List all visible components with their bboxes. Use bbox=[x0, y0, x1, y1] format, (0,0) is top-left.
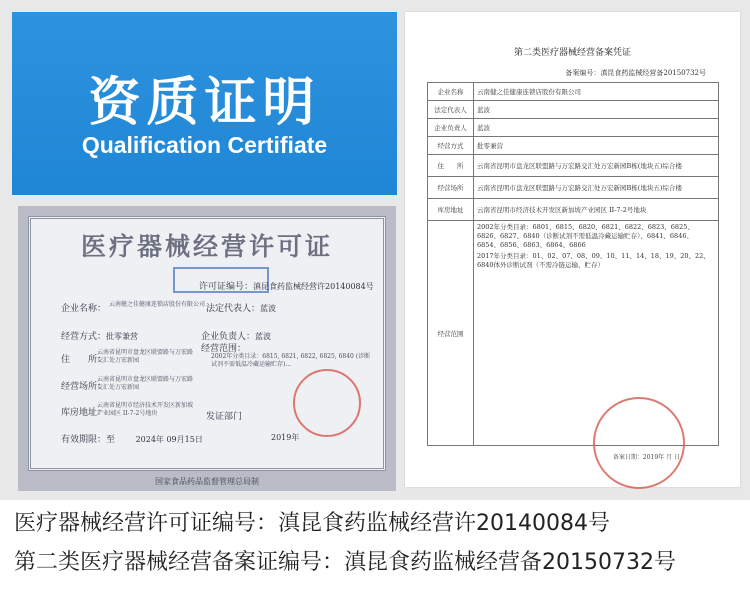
issue-date: 2019年 bbox=[271, 433, 300, 442]
red-official-seal bbox=[293, 369, 361, 437]
issuer-label: 发证部门 bbox=[206, 412, 243, 422]
filing-row-value: 云南省昆明市经济技术开发区新加坡产业园区 II-7-2号地块 bbox=[474, 199, 719, 221]
filing-certificate-image bbox=[405, 12, 740, 487]
filing-row-key: 经营场所 bbox=[428, 177, 474, 199]
filing-row-value: 云南省昆明市盘龙区联盟路与万宏路交汇处万宏新园B栋(地块五)综合楼 bbox=[474, 177, 719, 199]
filing-table-row bbox=[428, 83, 719, 101]
filing-record-number: 备案编号：滇昆食药监械经营备20150732号 bbox=[565, 69, 706, 77]
filing-scope-row bbox=[428, 221, 719, 446]
filing-title: 第二类医疗器械经营备案凭证 bbox=[513, 48, 631, 58]
banner-title: 资质证明 bbox=[88, 73, 321, 133]
warehouse-label: 库房地址： bbox=[61, 408, 107, 418]
filing-scope-key: 经营范围 bbox=[428, 221, 474, 446]
filing-row-value: 批零兼营 bbox=[474, 137, 719, 155]
filing-scope-line: 2017年分类目录：01、02、07、08、09、10、11、14、18、19、20、22、6840体外诊断试剂（不需冷链运输、贮存） bbox=[477, 252, 710, 269]
permit-number-row bbox=[199, 279, 374, 292]
legal-rep-row bbox=[206, 301, 276, 314]
filing-date: 备案日期：2019年 月 日 bbox=[612, 454, 680, 461]
medical-device-license-image bbox=[18, 206, 396, 491]
red-official-seal bbox=[593, 397, 685, 489]
address-label: 住 所： bbox=[61, 355, 107, 365]
filing-row-value: 蓝波 bbox=[474, 101, 719, 119]
license-footer: 国家食品药品监督管理总局制 bbox=[155, 477, 259, 486]
scope-label: 经营范围： bbox=[201, 344, 247, 354]
filing-row-key: 库房地址 bbox=[428, 199, 474, 221]
filing-row-value: 云南健之佳健康连锁店股份有限公司 bbox=[474, 83, 719, 101]
validity-row bbox=[61, 432, 203, 445]
filing-table-row bbox=[428, 101, 719, 119]
mode-value: 批零兼营 bbox=[106, 332, 139, 341]
license-title: 医疗器械经营许可证 bbox=[80, 232, 333, 261]
license-number-caption: 医疗器械经营许可证编号：滇昆食药监械经营许20140084号 bbox=[14, 511, 610, 536]
filing-table-row bbox=[428, 177, 719, 199]
person-value: 蓝波 bbox=[255, 332, 272, 341]
filing-number-caption: 第二类医疗器械经营备案证编号：滇昆食药监械经营备20150732号 bbox=[14, 550, 676, 575]
filing-scope-line: 2002年分类目录：6801、6815、6820、6821、6822、6823、6825、6826、6827、6840（诊断试剂不需低温冷藏运输贮存）、6841、6846、6854、6856、6863、6864、6866 bbox=[477, 223, 694, 249]
company-row bbox=[61, 301, 106, 314]
mode-label: 经营方式： bbox=[61, 332, 107, 342]
filing-table-row bbox=[428, 155, 719, 177]
scope-value: 2002年分类目录：6815, 6821, 6822, 6825, 6840 (诊断试剂不需低温冷藏运输贮存)... bbox=[211, 353, 371, 368]
filing-table bbox=[427, 82, 719, 446]
validity-value: 2024年 09月15日 bbox=[135, 435, 203, 444]
filing-row-key: 企业名称 bbox=[428, 83, 474, 101]
filing-row-key: 住 所 bbox=[428, 155, 474, 177]
mode-row bbox=[61, 329, 138, 342]
banner-subtitle: Qualification Certifiate bbox=[81, 132, 328, 158]
company-label: 企业名称： bbox=[61, 304, 107, 314]
validity-label: 有效期限：至 bbox=[61, 435, 116, 445]
filing-row-value: 蓝波 bbox=[474, 119, 719, 137]
premises-value: 云南省昆明市盘龙区联盟路与万宏路交汇处万宏新园 bbox=[97, 376, 194, 391]
person-label: 企业负责人： bbox=[201, 332, 256, 342]
filing-row-value: 云南省昆明市盘龙区联盟路与万宏路交汇处万宏新园B栋(地块五)综合楼 bbox=[474, 155, 719, 177]
filing-scope-value bbox=[474, 221, 719, 446]
filing-row-key: 法定代表人 bbox=[428, 101, 474, 119]
filing-row-key: 经营方式 bbox=[428, 137, 474, 155]
filing-table-row bbox=[428, 137, 719, 155]
address-value: 云南省昆明市盘龙区联盟路与万宏路交汇处万宏新园 bbox=[97, 349, 194, 364]
company-value: 云南健之佳健康连锁店股份有限公司 bbox=[109, 301, 206, 308]
permit-number-label: 许可证编号： bbox=[199, 282, 254, 292]
legal-rep-label: 法定代表人： bbox=[206, 304, 261, 314]
filing-table-row bbox=[428, 199, 719, 221]
filing-row-key: 企业负责人 bbox=[428, 119, 474, 137]
permit-number-value: 滇昆食药监械经营许20140084号 bbox=[253, 282, 374, 291]
qualification-banner bbox=[12, 12, 397, 195]
filing-table-row bbox=[428, 119, 719, 137]
legal-rep-value: 蓝波 bbox=[260, 304, 277, 313]
issuer-row bbox=[206, 409, 242, 422]
warehouse-value: 云南省昆明市经济技术开发区新加坡产业园区 II-7-2号地块 bbox=[97, 402, 194, 417]
premises-label: 经营场所： bbox=[61, 382, 107, 392]
license-frame bbox=[28, 216, 386, 471]
